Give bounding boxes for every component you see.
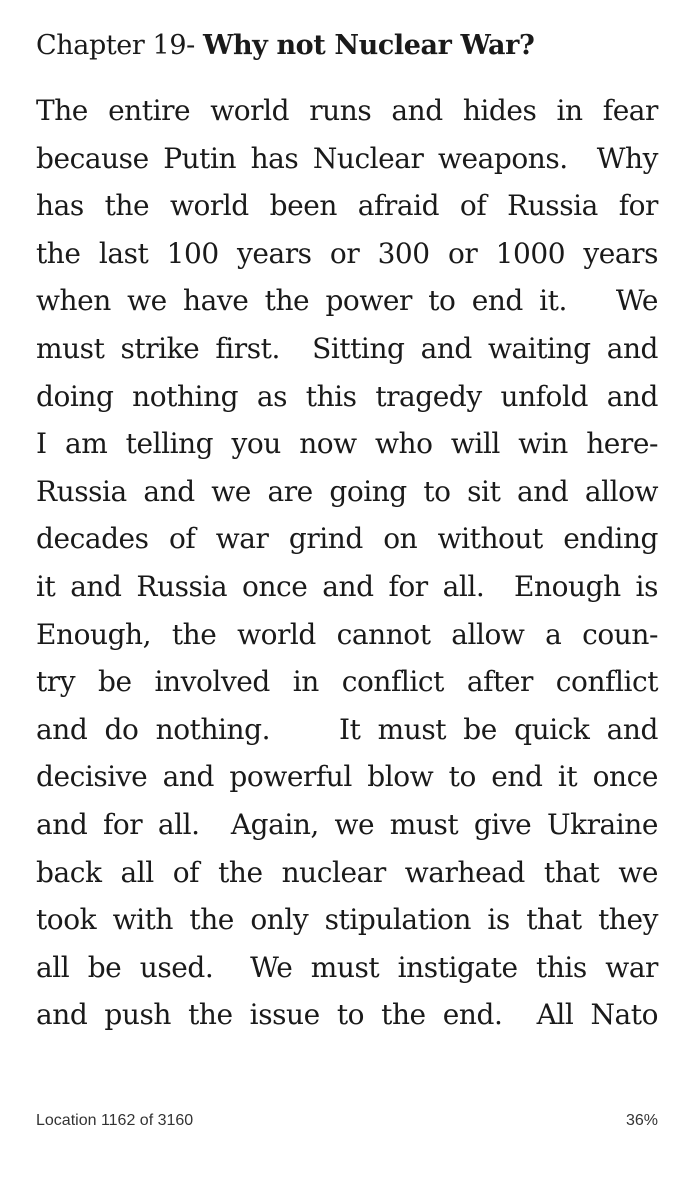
text-line: the last 100 years or 300 or 1000 years [36, 236, 658, 270]
text-line: decisive and powerful blow to end it once [36, 760, 658, 794]
location-indicator[interactable]: Location 1162 of 3160 [36, 1112, 194, 1129]
text-line: and push the issue to the end. All Nato [36, 998, 658, 1032]
text-line: it and Russia once and for all. Enough is [36, 569, 658, 603]
percent-read: 36% [625, 1112, 658, 1129]
book-text [36, 87, 658, 1039]
text-line: has the world been afraid of Russia for [36, 189, 658, 223]
text-line: and do nothing. It must be quick and [36, 712, 658, 746]
text-line: doing nothing as this tragedy unfold and [36, 379, 658, 413]
chapter-title: Why not Nuclear War? [203, 30, 535, 61]
text-line: try be involved in conflict after conflict [36, 665, 658, 699]
text-line: and for all. Again, we must give Ukraine [36, 807, 658, 841]
text-line: when we have the power to end it. We [36, 284, 658, 318]
chapter-heading [36, 22, 666, 70]
text-line: Russia and we are going to sit and allow [36, 474, 658, 508]
text-line: back all of the nuclear warhead that we [36, 855, 658, 889]
text-line: I am telling you now who will win here- [36, 427, 658, 461]
text-line: The entire world runs and hides in fear [36, 94, 658, 127]
reading-progress-footer[interactable] [36, 1112, 658, 1136]
text-line: all be used. We must instigate this war [36, 950, 658, 984]
text-line: Enough, the world cannot allow a coun- [36, 617, 658, 651]
chapter-number: Chapter 19- [36, 30, 204, 61]
text-line: took with the only stipulation is that they [36, 903, 658, 937]
text-line: because Putin has Nuclear weapons. Why [36, 141, 658, 175]
text-line: must strike first. Sitting and waiting and [36, 331, 658, 365]
text-line: decades of war grind on without ending [36, 522, 658, 556]
